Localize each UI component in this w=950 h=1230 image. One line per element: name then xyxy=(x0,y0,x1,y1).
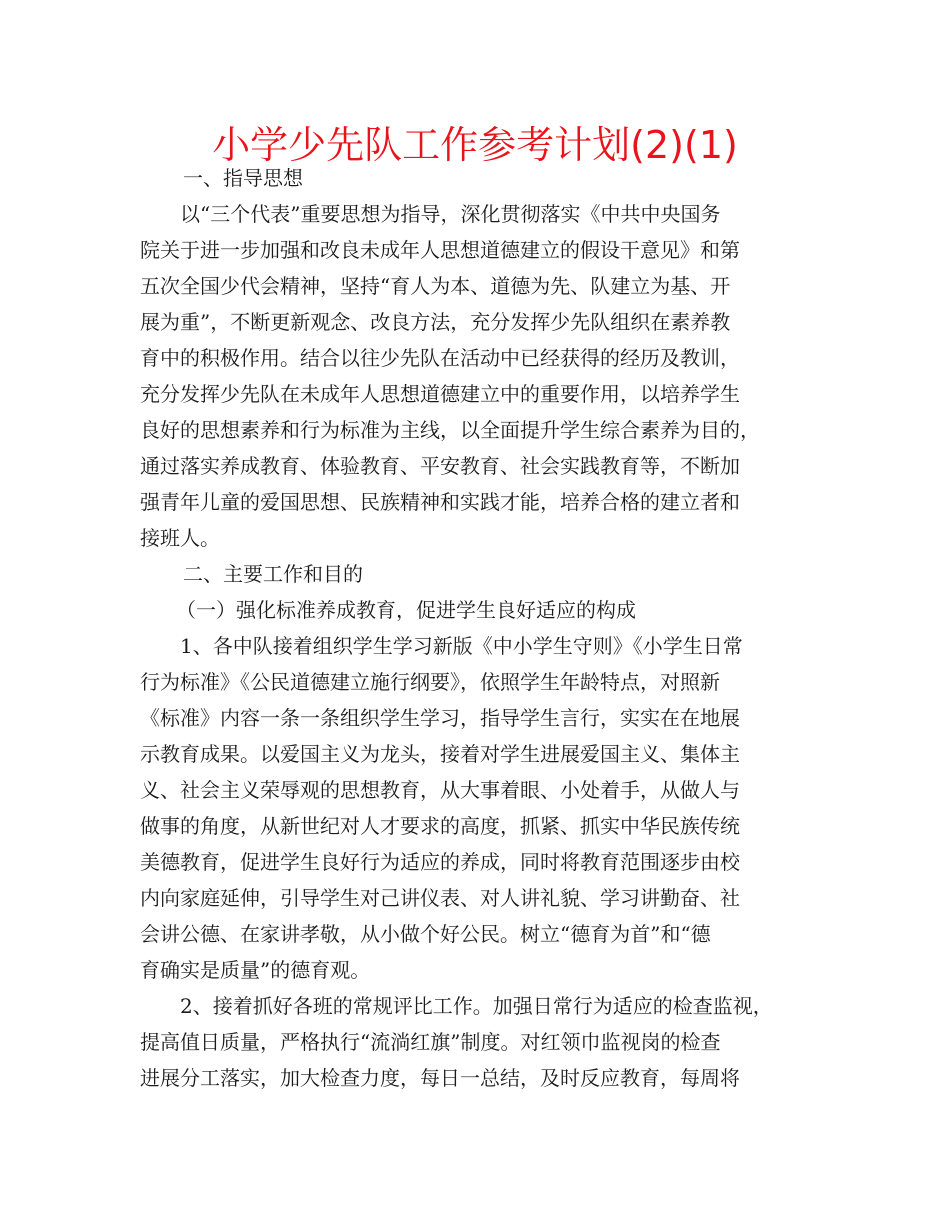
paragraph-line: 提高值日质量，严格执行“流淌红旗”制度。对红领巾监视岗的检查 xyxy=(140,1030,721,1054)
paragraph-line: 示教育成果。以爱国主义为龙头，接着对学生进展爱国主义、集体主 xyxy=(140,742,740,766)
paragraph-line: 义、社会主义荣辱观的思想教育，从大事着眼、小处着手，从做人与 xyxy=(140,778,740,802)
paragraph-line: 强青年儿童的爱国思想、民族精神和实践才能，培养合格的建立者和 xyxy=(140,490,740,514)
paragraph-line: 内向家庭延伸，引导学生对己讲仪表、对人讲礼貌、学习讲勤奋、社 xyxy=(140,886,740,910)
paragraph-line: 充分发挥少先队在未成年人思想道德建立中的重要作用，以培养学生 xyxy=(140,382,740,406)
paragraph-line: 做事的角度，从新世纪对人才要求的高度，抓紧、抓实中华民族传统 xyxy=(140,814,740,838)
document-body xyxy=(140,160,830,1096)
section-heading-guiding-thought: 一、指导思想 xyxy=(183,166,303,190)
paragraph-line: 良好的思想素养和行为标准为主线，以全面提升学生综合素养为目的， xyxy=(140,418,760,442)
paragraph-line: 育确实是质量”的德育观。 xyxy=(140,958,371,982)
paragraph-item-2 xyxy=(140,988,830,1096)
paragraph-line: 院关于进一步加强和改良未成年人思想道德建立的假设干意见》和第 xyxy=(140,238,740,262)
paragraph-line: 接班人。 xyxy=(140,526,220,550)
paragraph-line: 进展分工落实，加大检查力度，每日一总结，及时反应教育，每周将 xyxy=(140,1066,740,1090)
paragraph-line: 《标准》内容一条一条组织学生学习，指导学生言行，实实在在地展 xyxy=(140,706,740,730)
paragraph-line: 以“三个代表”重要思想为指导，深化贯彻落实《中共中央国务 xyxy=(180,202,721,226)
paragraph-line: 五次全国少代会精神，坚持“育人为本、道德为先、队建立为基、开 xyxy=(140,274,731,298)
paragraph-line: 通过落实养成教育、体验教育、平安教育、社会实践教育等，不断加 xyxy=(140,454,740,478)
paragraph-guiding-thought xyxy=(140,196,830,556)
paragraph-line: 会讲公德、在家讲孝敬，从小做个好公民。树立“德育为首”和“德 xyxy=(140,922,711,946)
paragraph-line: 展为重”，不断更新观念、改良方法，充分发挥少先队组织在素养教 xyxy=(140,310,731,334)
paragraph-line: 行为标准》《公民道德建立施行纲要》，依照学生年龄特点，对照新 xyxy=(140,670,720,694)
paragraph-item-1 xyxy=(140,628,830,988)
section-heading-main-work: 二、主要工作和目的 xyxy=(183,562,363,586)
subsection-heading-habit-education: （一）强化标准养成教育，促进学生良好适应的构成 xyxy=(176,598,636,622)
paragraph-line: 2、接着抓好各班的常规评比工作。加强日常行为适应的检查监视， xyxy=(180,994,773,1018)
document-title: 小学少先队工作参考计划(2)(1) xyxy=(212,123,738,167)
paragraph-line: 美德教育，促进学生良好行为适应的养成，同时将教育范围逐步由校 xyxy=(140,850,740,874)
paragraph-line: 1、各中队接着组织学生学习新版《中小学生守则》《小学生日常 xyxy=(180,634,743,658)
paragraph-line: 育中的积极作用。结合以往少先队在活动中已经获得的经历及教训， xyxy=(140,346,740,370)
